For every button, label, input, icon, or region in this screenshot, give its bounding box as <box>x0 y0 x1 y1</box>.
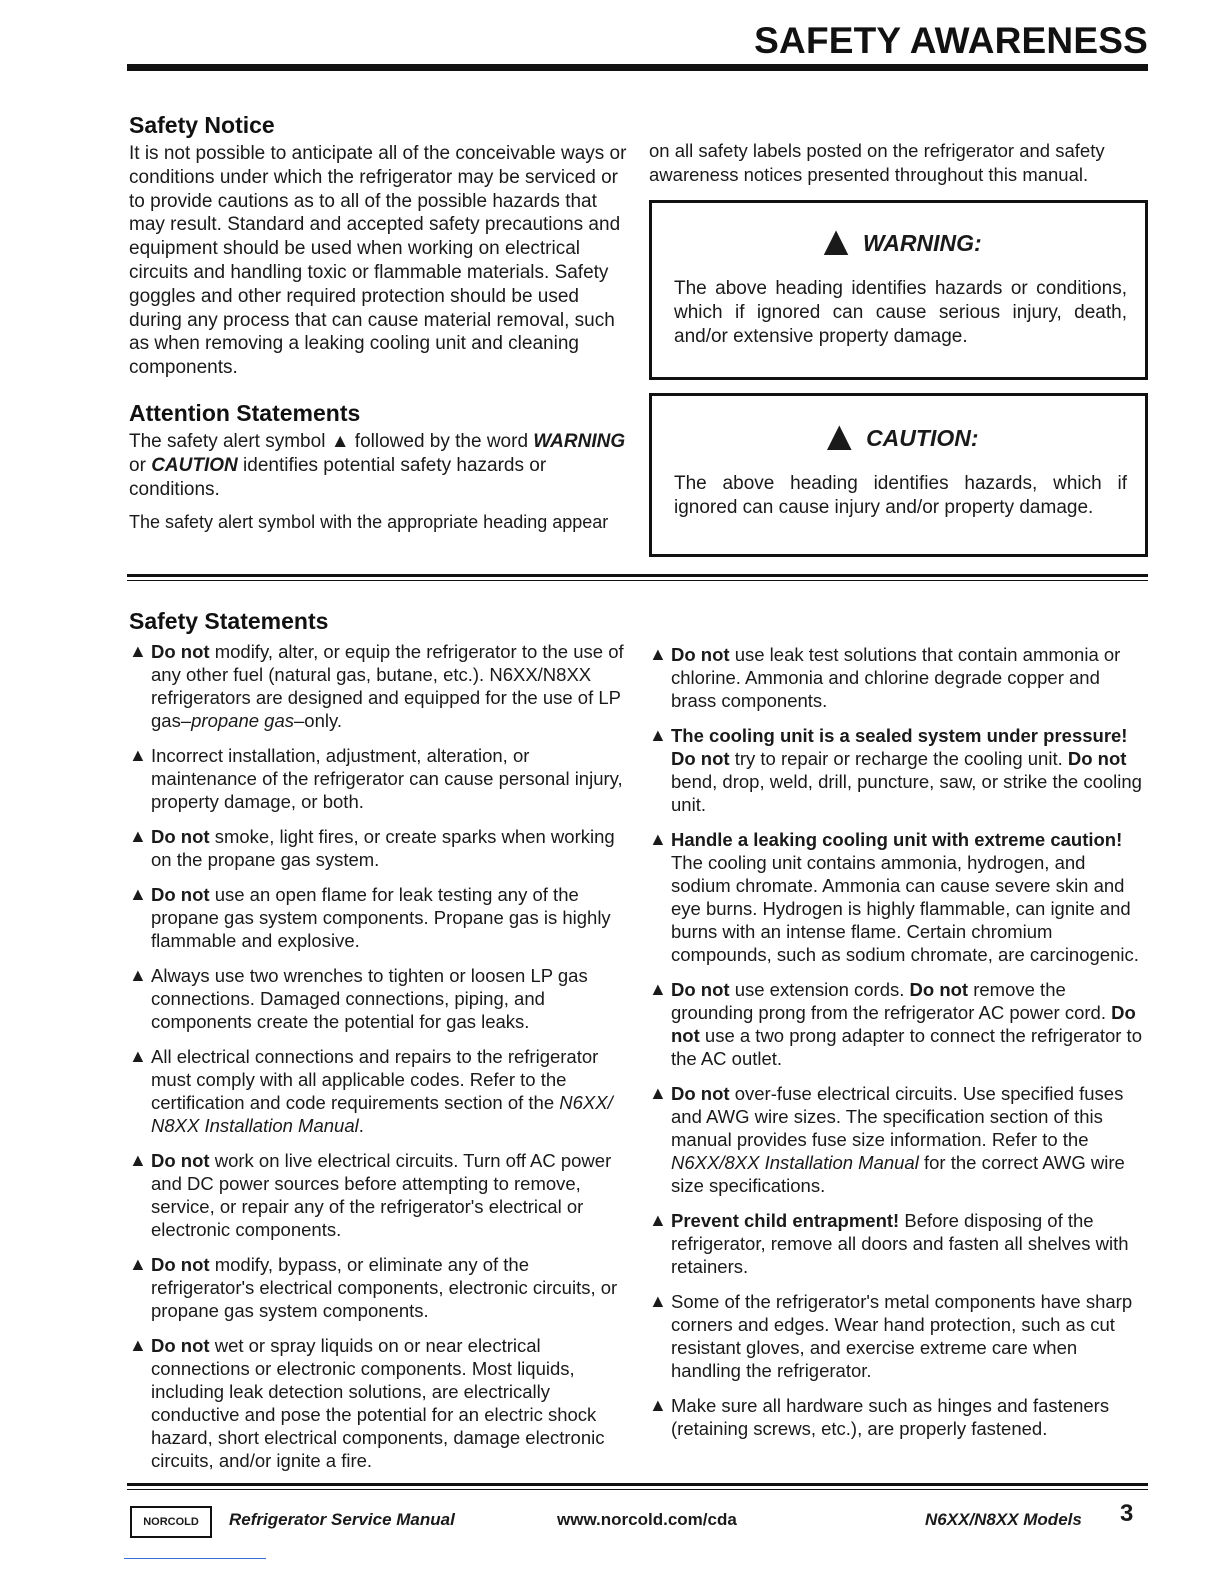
caution-box <box>649 393 1148 557</box>
footer-manual-title: Refrigerator Service Manual <box>229 1510 455 1529</box>
statement-emphasis: The cooling unit is a sealed system under pressure! Do not <box>671 725 1128 769</box>
alert-triangle-icon: ▲ <box>129 965 147 985</box>
statement-emphasis: Do not <box>671 1002 1136 1046</box>
statement-tail: . <box>358 1115 364 1136</box>
safety-statements-section <box>129 608 629 635</box>
statement-text: bend, drop, weld, drill, puncture, saw, or strike the cooling unit. <box>671 771 1142 815</box>
safety-statement <box>129 1045 627 1137</box>
caution-label: CAUTION: <box>866 425 979 451</box>
alert-triangle-icon: ▲ <box>129 1335 147 1355</box>
safety-statement <box>129 1149 627 1241</box>
attention-caution-word: CAUTION <box>151 454 238 476</box>
alert-triangle-icon: ▲ <box>129 1254 147 1274</box>
safety-statement <box>649 1290 1149 1382</box>
alert-triangle-icon: ▲ <box>649 1083 667 1103</box>
statement-text: All electrical connections and repairs to the refrigerator must comply with all applicable codes. Refer to the certification and code requirements section of the <box>151 1046 599 1113</box>
attention-line3: The safety alert symbol with the appropriate heading appear <box>129 512 609 533</box>
alert-triangle-icon: ▲ <box>129 1150 147 1170</box>
alert-triangle-icon: ▲ <box>649 1291 667 1311</box>
statement-italic: N6XX/ N8XX Installation Manual <box>151 1092 613 1136</box>
statement-text: for the correct AWG wire size specifications. <box>671 1152 1125 1196</box>
section-divider <box>127 574 1148 581</box>
statement-emphasis: Do not <box>671 644 730 665</box>
attention-warning-word: WARNING <box>533 431 626 452</box>
statement-emphasis: Do not <box>151 826 210 847</box>
footer-models: N6XX/N8XX Models <box>925 1510 1082 1529</box>
safety-statement <box>129 640 627 732</box>
alert-triangle-icon: ▲ <box>649 829 667 849</box>
safety-statement <box>649 828 1149 966</box>
alert-triangle-icon: ▲ <box>649 979 667 999</box>
safety-statement <box>649 1082 1149 1197</box>
statement-text: remove the grounding prong from the refrigerator AC power cord. <box>671 979 1112 1023</box>
safety-statements-heading: Safety Statements <box>129 608 329 634</box>
alert-triangle-icon: ▲ <box>129 826 147 846</box>
statement-text: use an open flame for leak testing any of the propane gas system components. Propane gas is highly flammable and explosive. <box>151 884 611 951</box>
warning-triangle-icon: ▲ <box>818 412 861 459</box>
safety-statement <box>129 1253 627 1322</box>
statement-italic: propane gas <box>191 710 294 731</box>
attention-line2: identifies potential safety hazards or conditions. <box>129 454 547 500</box>
alert-triangle-icon: ▲ <box>649 1210 667 1230</box>
statement-text: use extension cords. <box>729 979 910 1000</box>
statement-emphasis: Do not <box>151 641 210 662</box>
safety-statement <box>649 978 1149 1070</box>
safety-statement <box>129 744 627 813</box>
alert-triangle-icon: ▲ <box>649 725 667 745</box>
alert-triangle-icon: ▲ <box>129 1046 147 1066</box>
safety-notice-section <box>129 112 629 380</box>
alert-triangle-icon: ▲ <box>129 745 147 765</box>
statement-emphasis: Do not <box>151 884 210 905</box>
attention-line1-prefix: The safety alert symbol <box>129 431 326 452</box>
alert-triangle-icon: ▲ <box>129 641 147 661</box>
statement-emphasis: Do not <box>671 979 730 1000</box>
norcold-logo: NORCOLD <box>130 1506 212 1538</box>
footer-url[interactable]: www.norcold.com/cda <box>557 1510 737 1529</box>
warning-triangle-icon: ▲ <box>330 431 350 452</box>
statement-tail: –only. <box>294 710 342 731</box>
safety-statement <box>129 964 627 1033</box>
attention-line1-suffix: followed by the word <box>354 431 529 452</box>
safety-statement <box>649 1209 1149 1278</box>
statement-emphasis: Do not <box>909 979 969 1000</box>
footnote-line <box>124 1558 266 1559</box>
caution-box-text: The above heading identifies hazards, which if ignored can cause injury and/or property damage. <box>674 473 1127 518</box>
warning-box-heading <box>652 217 1145 265</box>
alert-triangle-icon: ▲ <box>129 884 147 904</box>
warning-label: WARNING: <box>862 230 982 256</box>
safety-statement <box>129 825 627 871</box>
safety-notice-heading: Safety Notice <box>129 112 275 138</box>
statement-text: try to repair or recharge the cooling unit. <box>729 748 1068 769</box>
safety-statement <box>649 724 1149 816</box>
safety-statement <box>649 1394 1149 1440</box>
statement-italic: N6XX/8XX Installation Manual <box>671 1152 919 1173</box>
safety-statements-right <box>649 643 1149 1452</box>
page-number: 3 <box>1120 1500 1134 1527</box>
statement-text: Make sure all hardware such as hinges and fasteners (retaining screws, etc.), are properly fastened. <box>671 1395 1110 1439</box>
safety-notice-body: It is not possible to anticipate all of the conceivable ways or conditions under which the refrigerator may be serviced or to provide cautions as to all of the possible hazards that may result. Standard and accepted safety precautions and equipment should be used when working on electrical circuits and handling toxic or flammable materials. Safety goggles and other required protection should be used during any process that can cause material removal, such as when removing a leaking cooling unit and cleaning components. <box>129 143 627 379</box>
statement-text: Before disposing of the refrigerator, remove all doors and fasten all shelves with retainers. <box>671 1210 1129 1277</box>
statement-emphasis: Do not <box>151 1254 210 1275</box>
warning-box <box>649 200 1148 380</box>
statement-text: Incorrect installation, adjustment, alteration, or maintenance of the refrigerator can cause personal injury, property damage, or both. <box>151 745 623 812</box>
statement-text: wet or spray liquids on or near electrical connections or electronic components. Most liquids, including leak detection solutions, are electrically conductive and pose the potential for an electric shock hazard, short electrical components, damage electronic circuits, and/or ignite a fire. <box>151 1335 605 1471</box>
warning-box-text: The above heading identifies hazards or conditions, which if ignored can cause serious injury, death, and/or extensive property damage. <box>674 278 1127 347</box>
attention-section <box>129 400 629 535</box>
statement-text: Some of the refrigerator's metal components have sharp corners and edges. Wear hand protection, such as cut resistant gloves, and exercise extreme care when handling the refrigerator. <box>671 1291 1133 1381</box>
statement-emphasis: Handle a leaking cooling unit with extreme caution! <box>671 829 1123 850</box>
statement-text: modify, bypass, or eliminate any of the refrigerator's electrical components, electronic circuits, or propane gas system components. <box>151 1254 618 1321</box>
caution-box-heading <box>652 412 1145 460</box>
statement-text: smoke, light fires, or create sparks when working on the propane gas system. <box>151 826 615 870</box>
statement-text: Always use two wrenches to tighten or loosen LP gas connections. Damaged connections, piping, and components create the potential for gas leaks. <box>151 965 588 1032</box>
statement-emphasis: Do not <box>671 1083 730 1104</box>
safety-statements-left <box>129 640 627 1484</box>
statement-text: use leak test solutions that contain ammonia or chlorine. Ammonia and chlorine degrade copper and brass components. <box>671 644 1121 711</box>
warning-triangle-icon: ▲ <box>815 217 857 264</box>
statement-text: The cooling unit contains ammonia, hydrogen, and sodium chromate. Ammonia can cause severe skin and eye burns. Hydrogen is highly flammable, can ignite and burns with an intense flame. Certain chromium compounds, such as sodium chromate, are carcinogenic. <box>671 852 1139 965</box>
attention-body <box>129 430 629 501</box>
page-title: SAFETY AWARENESS <box>754 20 1148 61</box>
alert-triangle-icon: ▲ <box>649 644 667 664</box>
statement-text: use a two prong adapter to connect the refrigerator to the AC outlet. <box>671 1025 1142 1069</box>
safety-statement <box>129 883 627 952</box>
alert-triangle-icon: ▲ <box>649 1395 667 1415</box>
attention-or-word: or <box>129 454 146 476</box>
statement-emphasis: Do not <box>151 1335 210 1356</box>
header-rule <box>127 64 1148 71</box>
statement-text: modify, alter, or equip the refrigerator to the use of any other fuel (natural gas, butane, etc.). N6XX/N8XX refrigerators are designed and equipped for the use of LP gas– <box>151 641 624 731</box>
safety-statement <box>129 1334 627 1472</box>
safety-statement <box>649 643 1149 712</box>
statement-emphasis: Do not <box>1067 748 1127 769</box>
footer-rule <box>127 1483 1148 1490</box>
statement-text: over-fuse electrical circuits. Use specified fuses and AWG wire sizes. The specification section of this manual provides fuse size information. Refer to the <box>671 1083 1124 1150</box>
statement-emphasis: Prevent child entrapment! <box>671 1210 900 1231</box>
statement-text: work on live electrical circuits. Turn off AC power and DC power sources before attempting to remove, service, or repair any of the refrigerator's electrical or electronic components. <box>151 1150 612 1240</box>
statement-emphasis: Do not <box>151 1150 210 1171</box>
attention-heading: Attention Statements <box>129 400 361 426</box>
attention-continued: on all safety labels posted on the refrigerator and safety awareness notices presented throughout this manual. <box>649 140 1105 185</box>
